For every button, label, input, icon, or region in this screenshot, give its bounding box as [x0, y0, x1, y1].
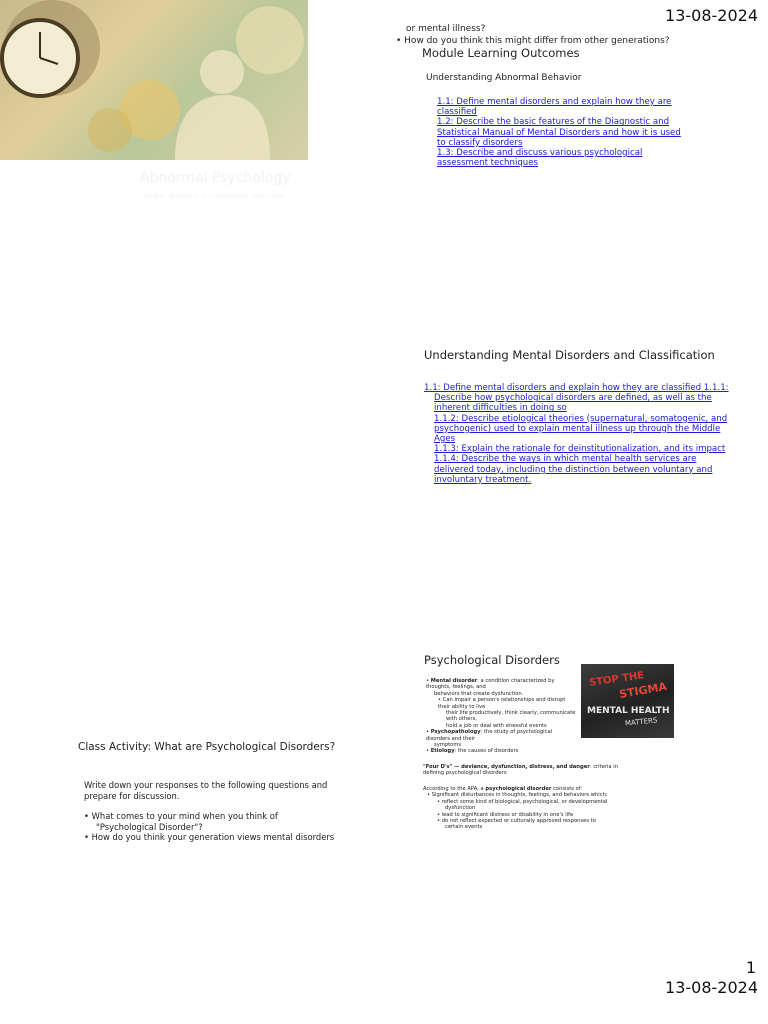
carryover-line-1: or mental illness? — [406, 24, 486, 34]
slide-title-classification: Understanding Mental Disorders and Classification — [424, 348, 715, 362]
question-item: • How do you think your generation views mental disorders — [84, 832, 335, 842]
image-text: STIGMA — [618, 679, 668, 702]
classification-link[interactable]: 1.1.2: Describe etiological theories (supernatural, somatogenic, and — [434, 413, 728, 424]
outcome-link[interactable]: classified — [437, 107, 477, 118]
classification-link[interactable]: Describe how psychological disorders are defined, as well as the — [434, 393, 712, 404]
def-text: : criteria in — [589, 764, 618, 770]
outcome-link[interactable]: Statistical Manual of Mental Disorders and how it is used — [437, 127, 681, 138]
outcome-link[interactable]: assessment techniques — [437, 158, 538, 169]
term-psychological-disorder: psychological disorder — [485, 786, 552, 792]
apa-sub-bullet: • reflect some kind of biological, psychological, or developmental — [437, 798, 608, 805]
def-text: behaviors that create dysfunction. — [434, 690, 524, 697]
slide-title-psych-disorders: Psychological Disorders — [424, 653, 560, 667]
header-date: 13-08-2024 — [665, 6, 758, 25]
outcome-link[interactable]: 1.1: Define mental disorders and explain how they are — [437, 97, 672, 107]
def-text: symptoms — [434, 742, 462, 749]
def-text: : the study of psychological disorders and their — [426, 729, 553, 742]
apa-bullet: • Significant disturbances in thoughts, feelings, and behaviors which: — [427, 792, 608, 799]
apa-block — [423, 786, 633, 831]
slide-subtitle-abnormal-behavior: Understanding Abnormal Behavior — [426, 73, 582, 83]
term-psychopathology: Psychopathology — [430, 729, 481, 736]
outcome-link[interactable]: 1.3: Describe and discuss various psychological — [437, 148, 643, 159]
apa-sub-bullet: • do not reflect expected or culturally approved responses to — [437, 818, 596, 825]
apa-sub-bullet-cont: certain events — [445, 824, 483, 831]
intro-line: prepare for discussion. — [84, 790, 180, 801]
classification-link[interactable]: 1.1.4: Describe the ways in which mental health services are — [434, 454, 697, 465]
sub-bullet-cont: hold a job or deal with stressful events — [446, 722, 547, 729]
page-number: 1 — [745, 958, 756, 977]
classification-link[interactable]: 1.1: Define mental disorders and explain how they are classified 1.1.1: — [424, 383, 729, 393]
question-item: • What comes to your mind when you think of — [84, 811, 278, 821]
classification-link[interactable]: Ages — [434, 434, 456, 445]
term-etiology: Etiology — [430, 748, 455, 755]
question-item-cont: "Psychological Disorder"? — [96, 821, 203, 832]
def-text: : a condition characterized by thoughts, feelings, and — [426, 678, 555, 691]
intro-line: Write down your responses to the following questions and — [84, 780, 328, 790]
four-ds-term: "Four D's" — deviance, dysfunction, distress, and danger — [423, 764, 590, 770]
image-text: STOP THE — [588, 670, 645, 689]
carryover-line-2: • How do you think this might differ from other generations? — [396, 36, 670, 46]
footer-date: 13-08-2024 — [665, 978, 758, 997]
cover-subtitle: Noba, Textbook & Companion materials — [145, 192, 284, 200]
four-ds-block — [423, 764, 623, 777]
slide-title-class-activity: Class Activity: What are Psychological Disorders? — [78, 741, 336, 753]
def-text: : the causes of disorders — [454, 748, 519, 755]
image-text: MENTAL HEALTH — [587, 706, 670, 716]
classification-link[interactable]: psychogenic) used to explain mental illness up through the Middle — [434, 423, 721, 434]
outcome-link[interactable]: 1.2: Describe the basic features of the Diagnostic and — [437, 117, 670, 128]
classification-link[interactable]: involuntary treatment. — [434, 474, 532, 485]
cover-image — [0, 0, 308, 160]
cover-title: Abnormal Psychology — [140, 170, 291, 186]
classification-link[interactable]: delivered today, including the distinction between voluntary and — [434, 464, 713, 475]
apa-sub-bullet: • lead to significant distress or disability in one's life — [437, 811, 574, 818]
term-mental-disorder: Mental disorder — [430, 678, 478, 684]
clock-illustration — [0, 0, 308, 160]
classification-link[interactable]: inherent difficulties in doing so — [434, 403, 567, 414]
classification-list — [424, 383, 729, 485]
stop-the-stigma-image — [581, 664, 674, 738]
sub-bullet: • Can impair a person's relationships and disrupt their ability to live — [438, 697, 566, 710]
slide-title-learning-outcomes: Module Learning Outcomes — [422, 46, 580, 60]
activity-intro — [84, 780, 334, 843]
apa-text: According to the APA, a — [423, 786, 486, 792]
classification-link[interactable]: 1.1.3: Explain the rationale for deinstitutionalization, and its impact — [434, 444, 726, 455]
outcomes-list — [437, 97, 681, 168]
def-text: defining psychological disorders — [423, 770, 507, 777]
sub-bullet-cont: their life productively, think clearly, communicate with others, — [446, 710, 576, 723]
outcome-link[interactable]: to classify disorders — [437, 137, 523, 148]
definitions-block: • Mental disorder: a condition characterized by thoughts, feelings, and behaviors that create dysfunction. • Can impair a person's relationships and disrupt their ability to live their life productively, think clearly, communicate with others, hold a job or deal with stressful events • Psychopathology: the study of psychological disorders and their symptoms • Etiology: the causes of disorders — [426, 678, 576, 755]
image-text: MATTERS — [624, 716, 658, 728]
apa-text: consists of: — [551, 786, 583, 792]
apa-sub-bullet-cont: dysfunction — [445, 805, 476, 812]
